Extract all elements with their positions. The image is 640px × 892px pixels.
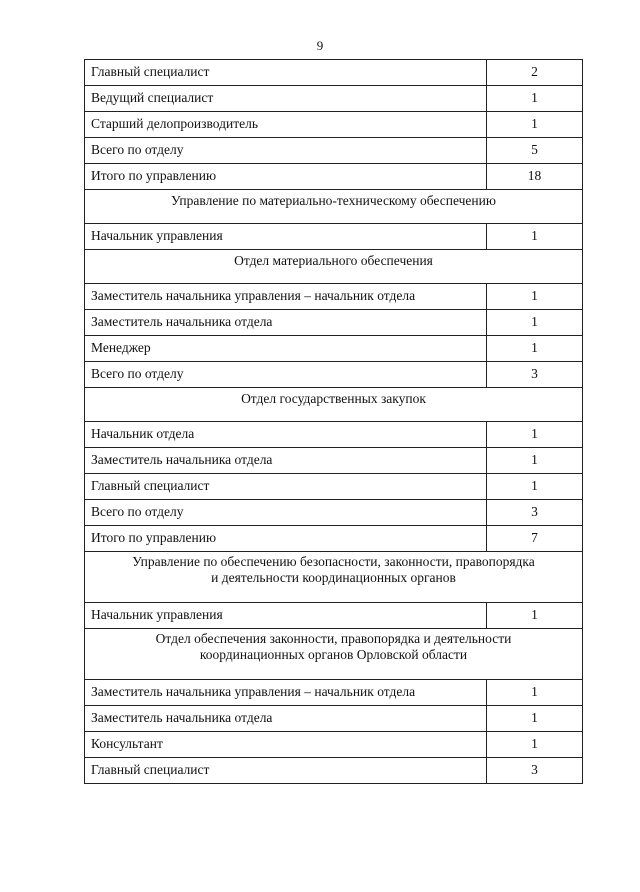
section-title (85, 552, 583, 603)
position-title: Итого по управлению (85, 526, 487, 552)
section-title (85, 629, 583, 680)
staff-count: 2 (487, 60, 583, 86)
staff-count: 3 (487, 758, 583, 784)
section-title-line: Отдел обеспечения законности, правопорядка и деятельности (155, 631, 512, 646)
table-row (85, 362, 583, 388)
staff-count: 1 (487, 422, 583, 448)
section-header-row (85, 250, 583, 284)
staff-count: 5 (487, 138, 583, 164)
section-header-row (85, 629, 583, 680)
staff-count: 3 (487, 500, 583, 526)
staff-count: 1 (487, 448, 583, 474)
staff-count: 1 (487, 680, 583, 706)
position-title: Заместитель начальника управления – начальник отдела (85, 284, 487, 310)
table-row (85, 138, 583, 164)
table-row (85, 732, 583, 758)
section-header-row (85, 190, 583, 224)
section-title-line: координационных органов Орловской области (199, 647, 468, 662)
table-row (85, 86, 583, 112)
table-row (85, 500, 583, 526)
position-title: Главный специалист (85, 60, 487, 86)
position-title: Всего по отделу (85, 138, 487, 164)
staff-count: 1 (487, 112, 583, 138)
position-title: Заместитель начальника отдела (85, 706, 487, 732)
section-title-line: Управление по обеспечению безопасности, законности, правопорядка (132, 554, 535, 569)
staff-count: 1 (487, 336, 583, 362)
section-title-line: и деятельности координационных органов (211, 570, 456, 585)
staff-count: 1 (487, 603, 583, 629)
staff-count: 18 (487, 164, 583, 190)
table-row (85, 526, 583, 552)
staff-count: 7 (487, 526, 583, 552)
position-title: Ведущий специалист (85, 86, 487, 112)
position-title: Начальник управления (85, 603, 487, 629)
section-title-line: Управление по материально-техническому обеспечению (171, 193, 496, 208)
staff-count: 1 (487, 474, 583, 500)
table-row (85, 474, 583, 500)
table-row (85, 448, 583, 474)
position-title: Начальник управления (85, 224, 487, 250)
staff-count: 1 (487, 310, 583, 336)
section-title (85, 250, 583, 284)
staff-count: 1 (487, 732, 583, 758)
position-title: Всего по отделу (85, 362, 487, 388)
position-title: Главный специалист (85, 758, 487, 784)
section-title-line: Отдел государственных закупок (241, 391, 426, 406)
section-title (85, 388, 583, 422)
table-row (85, 60, 583, 86)
position-title: Начальник отдела (85, 422, 487, 448)
position-title: Итого по управлению (85, 164, 487, 190)
position-title: Главный специалист (85, 474, 487, 500)
position-title: Заместитель начальника отдела (85, 310, 487, 336)
table-row (85, 284, 583, 310)
staffing-table-body (85, 60, 583, 784)
position-title: Консультант (85, 732, 487, 758)
section-title-line: Отдел материального обеспечения (234, 253, 433, 268)
table-row (85, 164, 583, 190)
table-row (85, 422, 583, 448)
position-title: Менеджер (85, 336, 487, 362)
staff-count: 3 (487, 362, 583, 388)
position-title: Старший делопроизводитель (85, 112, 487, 138)
table-row (85, 706, 583, 732)
section-header-row (85, 552, 583, 603)
position-title: Всего по отделу (85, 500, 487, 526)
position-title: Заместитель начальника управления – начальник отдела (85, 680, 487, 706)
staffing-table (84, 59, 583, 784)
section-title (85, 190, 583, 224)
staff-count: 1 (487, 284, 583, 310)
section-header-row (85, 388, 583, 422)
table-row (85, 112, 583, 138)
staff-count: 1 (487, 706, 583, 732)
table-row (85, 680, 583, 706)
position-title: Заместитель начальника отдела (85, 448, 487, 474)
table-row (85, 224, 583, 250)
table-row (85, 758, 583, 784)
staff-count: 1 (487, 224, 583, 250)
table-row (85, 603, 583, 629)
page-number: 9 (316, 38, 324, 53)
staff-count: 1 (487, 86, 583, 112)
table-row (85, 310, 583, 336)
table-row (85, 336, 583, 362)
